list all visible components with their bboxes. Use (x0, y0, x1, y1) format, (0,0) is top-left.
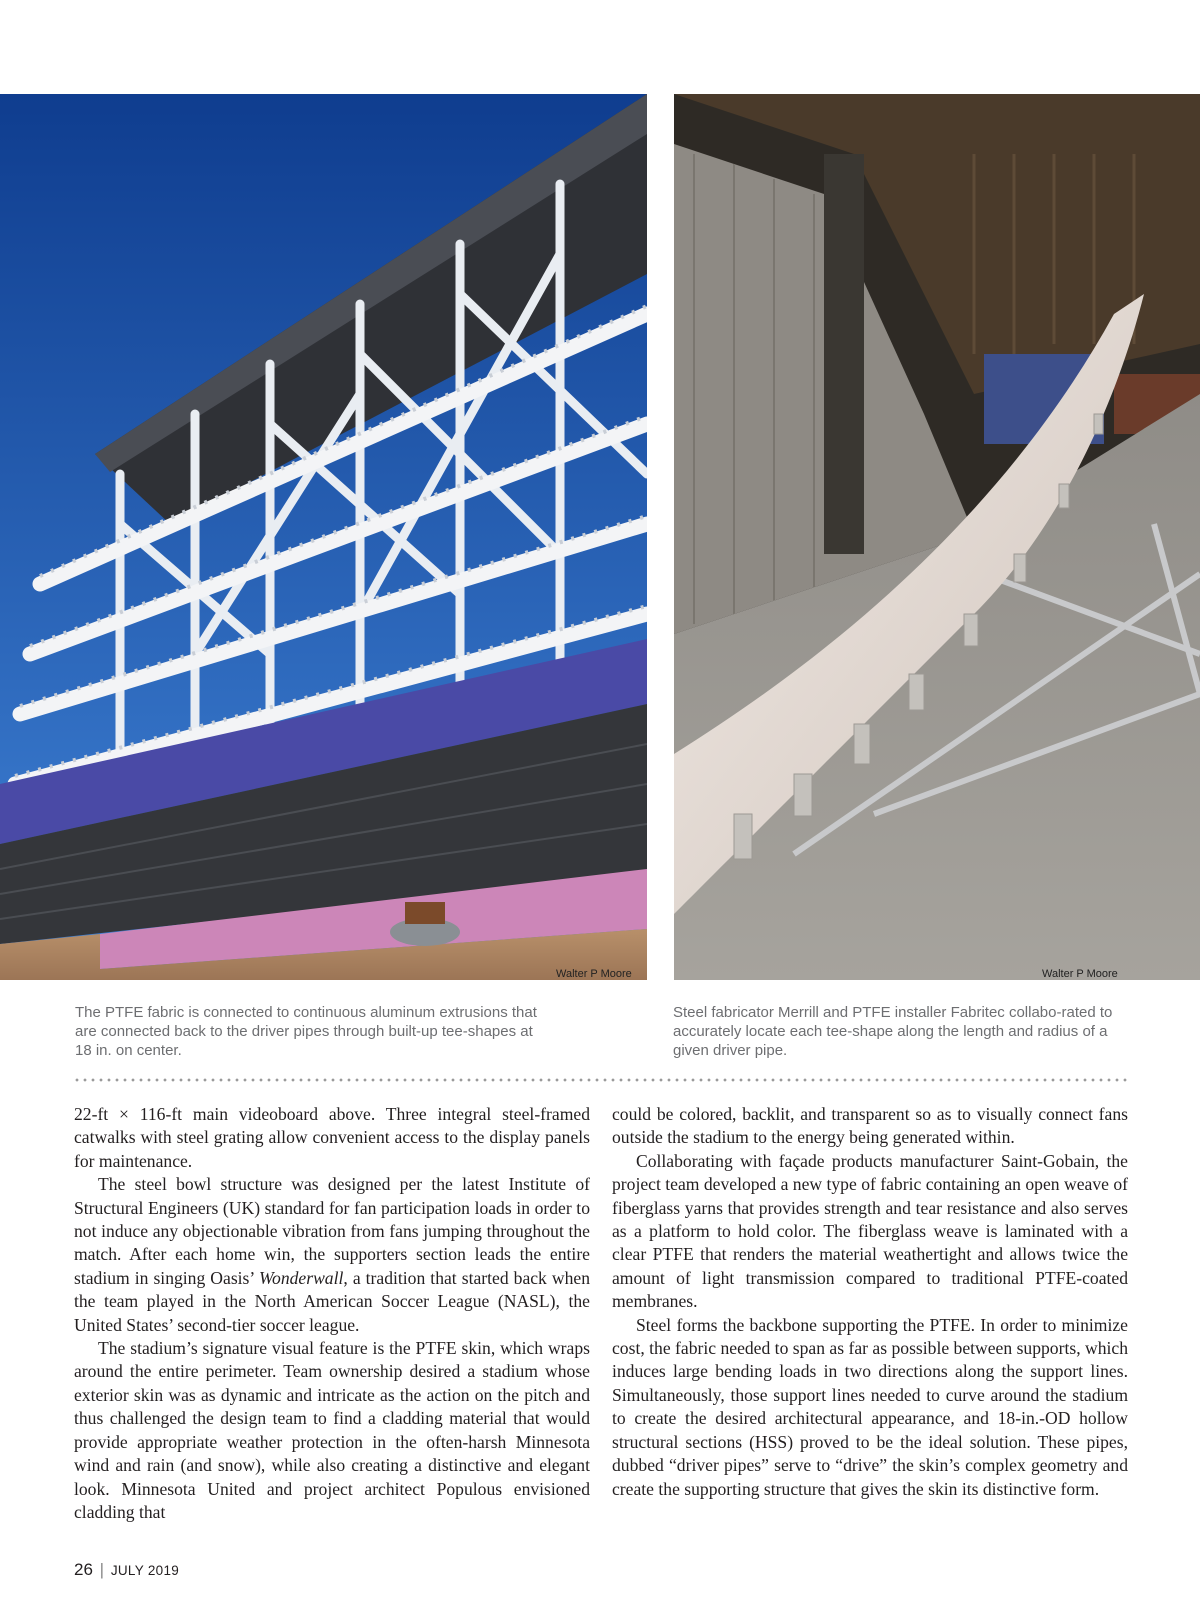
issue-date: JULY 2019 (110, 1563, 180, 1578)
song-title: Wonderwall (258, 1267, 344, 1288)
photo-caption-right: Steel fabricator Merrill and PTFE installer Fabritec collabo-rated to accurately locate each tee-shape along the length and radius of a given driver pipe. (673, 1004, 1113, 1059)
paragraph: Steel forms the backbone supporting the PTFE. In order to minimize cost, the fabric needed to span as far as possible between supports, which induces large bending loads in two directions along the support lines. Simultaneously, those support lines needed to curve around the stadium to create the desired architectural appearance, and 18-in.-OD hollow structural sections (HSS) proved to be the ideal solution. These pipes, dubbed “driver pipes” serve to “drive” the skin’s complex geometry and create the supporting structure that gives the skin its distinctive form. (612, 1314, 1128, 1499)
stadium-facade-illustration (0, 94, 647, 980)
photo-credit-left: Walter P Moore (556, 968, 632, 980)
article-column-right (612, 1103, 1128, 1501)
paragraph-text: , a tradition that started back when the team played in the North American Soccer League (NASL), the United States’ second-tier soccer league. (74, 1267, 590, 1335)
photo-credit-right: Walter P Moore (1042, 968, 1118, 980)
paragraph (74, 1173, 590, 1337)
article-column-left (74, 1103, 590, 1524)
paragraph-text: The steel bowl structure was designed per the latest Institute of Structural Engineers (UK) standard for fan participation loads in order to not induce any objectionable vibration from fans jumping throughout the match. After each home win, the supporters section leads the entire stadium in singing Oasis’ (74, 1174, 590, 1288)
stadium-facade-photo (0, 94, 647, 980)
dotted-divider (73, 1078, 1127, 1082)
paragraph: Collaborating with façade products manufacturer Saint-Gobain, the project team developed a new type of fabric containing an open weave of fiberglass yarns that provides strength and tear resistance and also serves as a platform to hold color. The fiberglass weave is laminated with a clear PTFE that renders the material weathertight and allows twice the amount of light transmission compared to traditional PTFE-coated membranes. (612, 1150, 1128, 1312)
photo-caption-left: The PTFE fabric is connected to continuous aluminum extrusions that are connected back to the driver pipes through built-up tee-shapes at 18 in. on center. (75, 1004, 537, 1059)
paragraph: 22-ft × 116-ft main videoboard above. Three integral steel-framed catwalks with steel grating allow convenient access to the display panels for maintenance. (74, 1104, 590, 1171)
driver-pipe-fabrication-photo (674, 94, 1200, 980)
paragraph: could be colored, backlit, and transparent so as to visually connect fans outside the stadium to the energy being generated within. (612, 1104, 1128, 1148)
paragraph: The stadium’s signature visual feature is the PTFE skin, which wraps around the entire perimeter. Team ownership desired a stadium whose exterior skin was as dynamic and intricate as the action on the pitch and thus challenged the design team to find a cladding material that would provide appropriate weather protection in the often-harsh Minnesota wind and rain (and snow), while also creating a distinctive and elegant look. Minnesota United and project architect Populous envisioned cladding that (74, 1338, 590, 1522)
driver-pipe-illustration (674, 94, 1200, 980)
page-footer (74, 1560, 179, 1580)
page-number: 26 (74, 1560, 93, 1579)
footer-separator: | (99, 1560, 105, 1579)
